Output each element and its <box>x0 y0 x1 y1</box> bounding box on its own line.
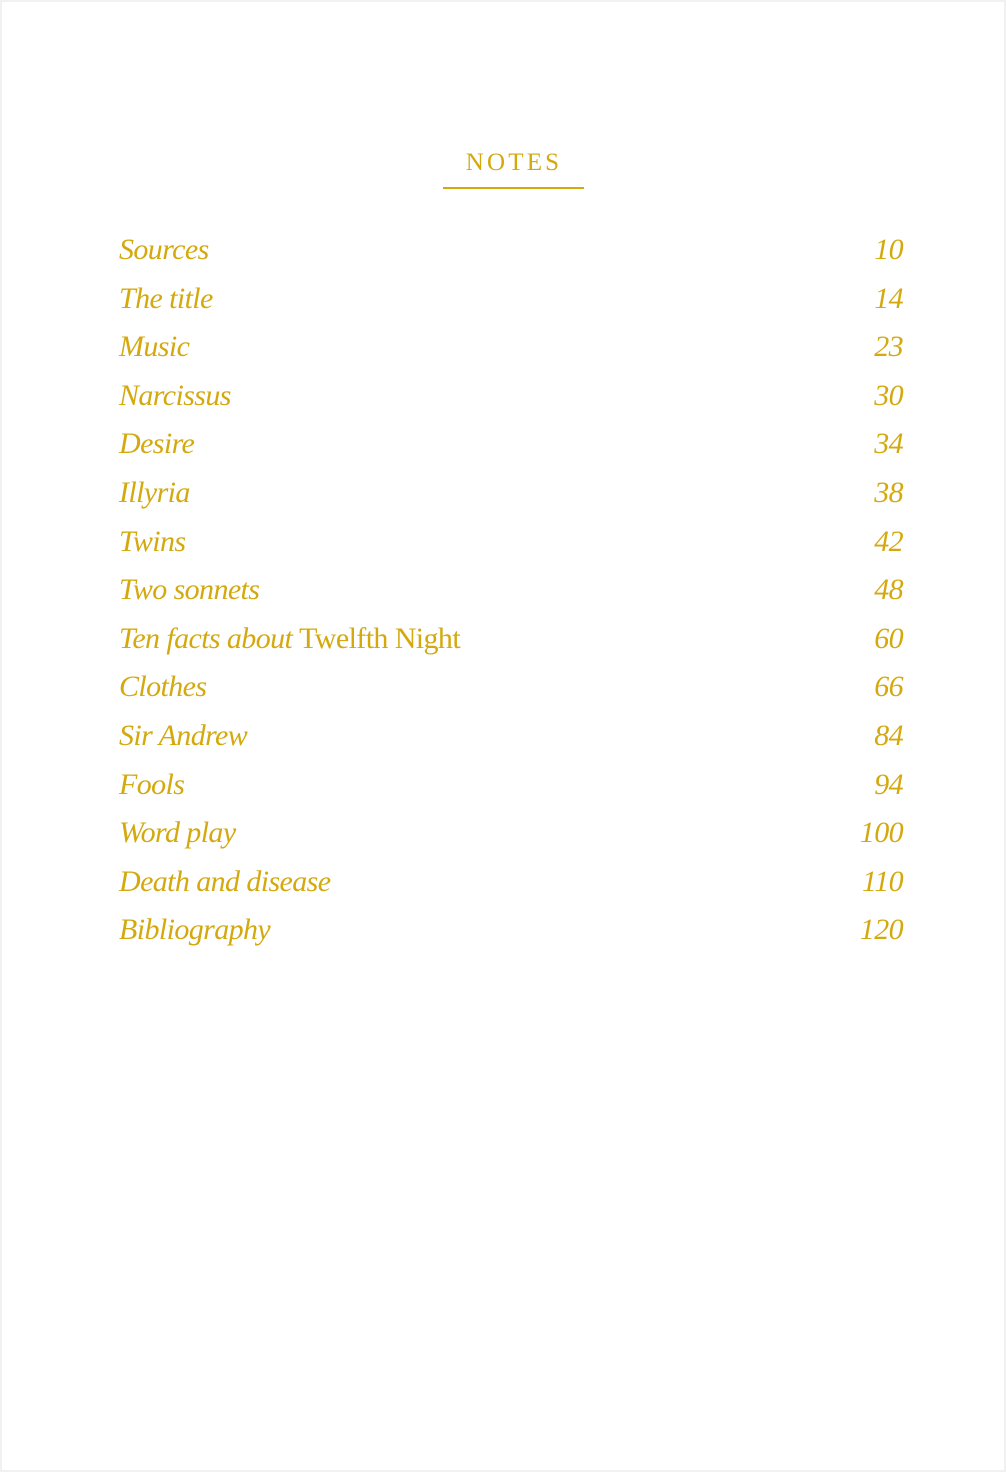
toc-entry[interactable] <box>119 715 903 764</box>
toc-entry[interactable] <box>119 423 903 472</box>
toc-entry-title: Clothes <box>119 670 207 704</box>
toc-entry-page: 30 <box>874 378 903 412</box>
toc-entry-title <box>119 618 460 660</box>
toc-entry[interactable] <box>119 521 903 570</box>
toc-entry-page: 23 <box>874 330 903 364</box>
play-title: Twelfth Night <box>299 621 461 655</box>
toc-entry[interactable] <box>119 375 903 424</box>
toc-entry-page: 84 <box>874 718 903 752</box>
toc-entry-title: Narcissus <box>119 378 231 412</box>
toc-entry-page: 14 <box>874 281 903 315</box>
toc-entry-title-lead: Ten facts about <box>119 621 293 655</box>
toc-entry-title: Word play <box>119 816 236 850</box>
toc-entry[interactable] <box>119 569 903 618</box>
toc-entry-page: 34 <box>874 427 903 461</box>
toc-entry[interactable] <box>119 278 903 327</box>
notes-page <box>2 2 1004 1470</box>
toc-entry-page: 42 <box>874 524 903 558</box>
toc-entry[interactable] <box>119 618 903 667</box>
toc-entry-page: 94 <box>874 767 903 801</box>
toc-entry[interactable] <box>119 909 903 958</box>
toc-entry-title: Fools <box>119 767 185 801</box>
toc-entry-title: Bibliography <box>119 913 271 947</box>
toc-entry-title: Death and disease <box>119 864 331 898</box>
toc-entry-title: Twins <box>119 524 186 558</box>
toc-entry-title: Illyria <box>119 475 190 509</box>
page-heading: NOTES <box>465 149 563 176</box>
toc-entry-page: 10 <box>874 233 903 266</box>
toc-entry-page: 120 <box>859 913 903 947</box>
toc-entry[interactable] <box>119 812 903 861</box>
toc-entry-title: Sources <box>119 233 209 266</box>
toc-entry-page: 66 <box>874 670 903 704</box>
toc-entry[interactable] <box>119 326 903 375</box>
toc-entry-title: Sir Andrew <box>119 718 248 752</box>
toc-entry-title: Desire <box>119 427 195 461</box>
toc-entry[interactable] <box>119 861 903 910</box>
toc-entry-page: 38 <box>874 475 903 509</box>
toc-entry[interactable] <box>119 472 903 521</box>
toc-entry-title: Music <box>119 330 190 364</box>
notes-contents-list <box>119 229 903 958</box>
toc-entry-page: 100 <box>859 816 903 850</box>
toc-entry-page: 60 <box>874 621 903 655</box>
toc-entry[interactable] <box>119 666 903 715</box>
toc-entry-title: Two sonnets <box>119 573 260 607</box>
toc-entry-title: The title <box>119 281 213 315</box>
toc-entry[interactable] <box>119 229 903 278</box>
toc-entry-page: 48 <box>874 573 903 607</box>
heading-underline <box>443 187 584 189</box>
toc-entry[interactable] <box>119 764 903 813</box>
toc-entry-page: 110 <box>862 864 903 898</box>
